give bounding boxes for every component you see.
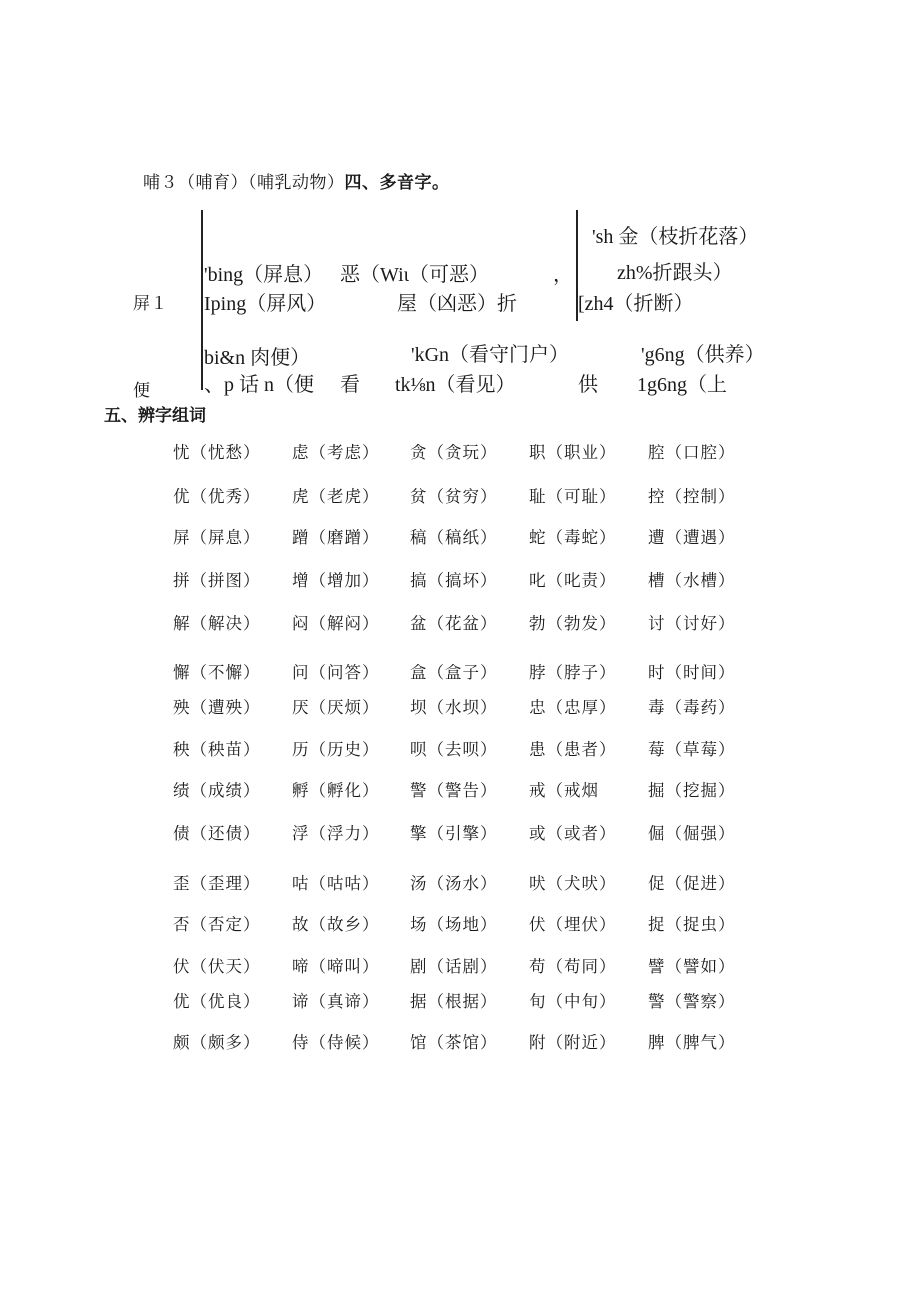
word-cell: 譬（譬如） [648, 957, 736, 976]
word-cell: 场（场地） [410, 915, 498, 934]
word-cell: 故（故乡） [292, 915, 380, 934]
word-cell: 蛇（毒蛇） [529, 528, 617, 547]
word-cell: 秧（秧苗） [173, 740, 261, 759]
e-reading-2: 屋（凶恶）折 [397, 293, 517, 315]
word-cell: 搞（搞坏） [410, 571, 498, 590]
word-cell: 增（增加） [292, 571, 380, 590]
word-cell: 警（警告） [410, 781, 498, 800]
word-cell: 懈（不懈） [173, 663, 261, 682]
e-reading-1: 恶（Wiι（可恶） [340, 264, 490, 286]
word-cell: 据（根据） [410, 992, 498, 1011]
word-cell: 或（或者） [529, 824, 617, 843]
word-cell: 呗（去呗） [410, 740, 498, 759]
word-cell: 闷（解闷） [292, 614, 380, 633]
bian-reading-1: bi&n 肉便） [204, 347, 311, 369]
word-cell: 忧（忧愁） [173, 443, 261, 462]
word-cell: 时（时间） [648, 663, 736, 682]
kan-reading-1: 'kGn（看守门户） [411, 344, 570, 366]
comma-mark: ， [553, 264, 573, 286]
word-cell: 耻（可耻） [529, 487, 617, 506]
word-cell: 侍（侍候） [292, 1033, 380, 1052]
word-cell: 否（否定） [173, 915, 261, 934]
word-cell: 脖（脖子） [529, 663, 617, 682]
word-cell: 问（问答） [292, 663, 380, 682]
section5-heading: 五、辨字组词 [104, 401, 212, 426]
word-cell: 虎（老虎） [292, 487, 380, 506]
word-cell: 历（历史） [292, 740, 380, 759]
word-cell: 叱（叱责） [529, 571, 617, 590]
word-cell: 优（优良） [173, 992, 261, 1011]
word-cell: 解（解决） [173, 614, 261, 633]
poly-char-bian: 便 [133, 381, 151, 401]
word-cell: 吠（犬吠） [529, 874, 617, 893]
kan-reading-2: tk⅛n（看见） [395, 374, 516, 396]
word-cell: 稿（稿纸） [410, 528, 498, 547]
top-line [143, 168, 450, 193]
word-cell: 警（警察） [648, 992, 736, 1011]
word-cell: 馆（茶馆） [410, 1033, 498, 1052]
word-cell: 患（患者） [529, 740, 617, 759]
word-cell: 职（职业） [529, 443, 617, 462]
zhe-reading-3: [zh4（折断） [578, 293, 694, 315]
word-cell: 附（附近） [529, 1033, 617, 1052]
section4-heading: 四、多音字。 [344, 173, 450, 193]
top-line-prefix: 哺３（哺育）（哺乳动物） [143, 173, 345, 193]
word-cell: 浮（浮力） [292, 824, 380, 843]
word-cell: 擎（引擎） [410, 824, 498, 843]
word-cell: 伏（埋伏） [529, 915, 617, 934]
word-cell: 忠（忠厚） [529, 698, 617, 717]
poly-char-gong: 供 [578, 374, 598, 396]
word-cell: 伏（伏天） [173, 957, 261, 976]
word-cell: 捉（捉虫） [648, 915, 736, 934]
word-cell: 脾（脾气） [648, 1033, 736, 1052]
word-cell: 掘（挖掘） [648, 781, 736, 800]
word-cell: 倔（倔强） [648, 824, 736, 843]
word-cell: 优（优秀） [173, 487, 261, 506]
word-cell: 孵（孵化） [292, 781, 380, 800]
word-cell: 坝（水坝） [410, 698, 498, 717]
word-cell: 盒（盒子） [410, 663, 498, 682]
bian-reading-2: 、p 话 n（便 [204, 374, 314, 396]
word-cell: 槽（水槽） [648, 571, 736, 590]
word-cell: 债（还债） [173, 824, 261, 843]
word-cell: 咕（咕咕） [292, 874, 380, 893]
word-cell: 勃（勃发） [529, 614, 617, 633]
word-cell: 虑（考虑） [292, 443, 380, 462]
word-cell: 汤（汤水） [410, 874, 498, 893]
bracket-line-ping [201, 210, 203, 390]
word-cell: 贪（贪玩） [410, 443, 498, 462]
zhe-reading-1: 'sh 金（枝折花落） [592, 226, 759, 248]
word-cell: 颇（颇多） [173, 1033, 261, 1052]
word-cell: 屏（屏息） [173, 528, 261, 547]
word-cell: 蹭（磨蹭） [292, 528, 380, 547]
poly-char-kan: 看 [340, 374, 360, 396]
word-cell: 剧（话剧） [410, 957, 498, 976]
word-cell: 遭（遭遇） [648, 528, 736, 547]
word-cell: 歪（歪理） [173, 874, 261, 893]
word-cell: 绩（成绩） [173, 781, 261, 800]
word-cell: 讨（讨好） [648, 614, 736, 633]
word-cell: 旬（中旬） [529, 992, 617, 1011]
word-cell: 腔（口腔） [648, 443, 736, 462]
zhe-reading-2: zh%折跟头） [617, 262, 733, 284]
word-cell: 殃（遭殃） [173, 698, 261, 717]
word-cell: 控（控制） [648, 487, 736, 506]
ping-reading-2: Iping（屏风） [204, 293, 327, 315]
word-cell: 拼（拼图） [173, 571, 261, 590]
word-cell: 谛（真谛） [292, 992, 380, 1011]
gong-reading-2: 1g6ng（上 [637, 374, 727, 396]
word-cell: 啼（啼叫） [292, 957, 380, 976]
ping-reading-1: 'bing（屏息） [204, 264, 324, 286]
word-cell: 莓（草莓） [648, 740, 736, 759]
word-cell: 苟（苟同） [529, 957, 617, 976]
word-cell: 厌（厌烦） [292, 698, 380, 717]
word-cell: 促（促进） [648, 874, 736, 893]
word-cell: 盆（花盆） [410, 614, 498, 633]
word-cell: 戒（戒烟 [529, 781, 599, 800]
gong-reading-1: 'g6ng（供养） [641, 344, 765, 366]
word-cell: 毒（毒药） [648, 698, 736, 717]
word-cell: 贫（贫穷） [410, 487, 498, 506]
poly-char-ping: 屏１ [133, 294, 168, 314]
